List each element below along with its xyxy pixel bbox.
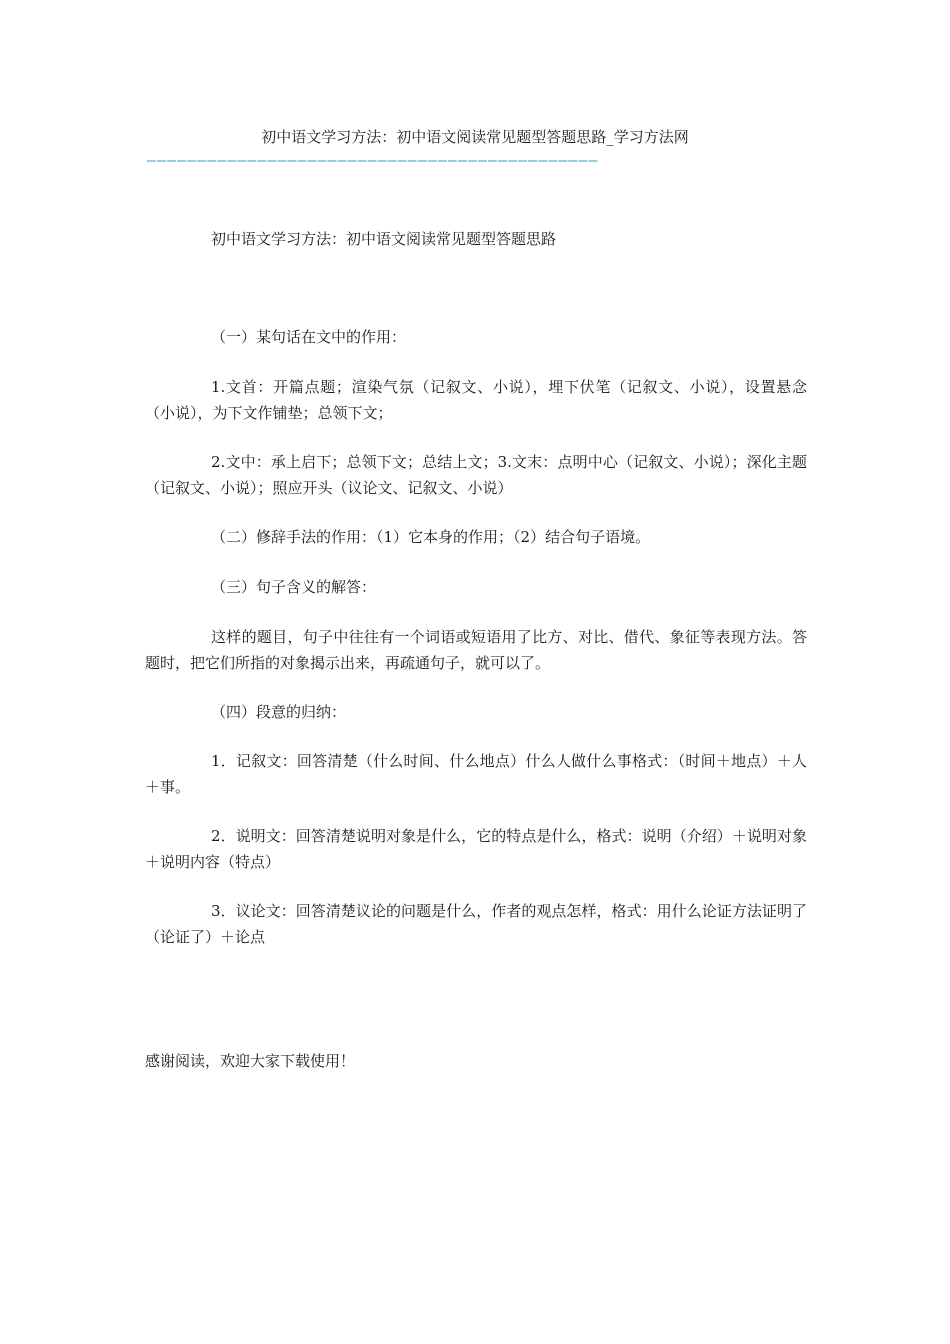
paragraph: （二）修辞手法的作用：（1）它本身的作用；（2）结合句子语境。	[211, 528, 651, 546]
paragraph: 3．议论文：回答清楚议论的问题是什么，作者的观点怎样，格式：用什么论证方法证明了（论证了）＋论点	[145, 902, 807, 946]
paragraph: （四）段意的归纳：	[211, 703, 347, 721]
paragraph: 这样的题目，句子中往往有一个词语或短语用了比方、对比、借代、象征等表现方法。答题时，把它们所指的对象揭示出来，再疏通句子，就可以了。	[145, 628, 807, 672]
document-header-title: 初中语文学习方法：初中语文阅读常见题型答题思路_学习方法网	[261, 128, 689, 146]
paragraph: 1．记叙文：回答清楚（什么时间、什么地点）什么人做什么事格式：（时间＋地点）＋人＋事。	[145, 752, 807, 796]
paragraph: 2.文中：承上启下；总领下文；总结上文；3.文末：点明中心（记叙文、小说）；深化主题（记叙文、小说）；照应开头（议论文、记叙文、小说）	[145, 453, 807, 497]
paragraph: （三）句子含义的解答：	[211, 578, 377, 596]
paragraph: 2．说明文：回答清楚说明对象是什么，它的特点是什么，格式：说明（介绍）＋说明对象＋说明内容（特点）	[145, 827, 807, 871]
paragraph: （一）某句话在文中的作用：	[211, 328, 407, 346]
header-divider: —————————————————————————————————————————————	[147, 151, 599, 169]
article-title: 初中语文学习方法：初中语文阅读常见题型答题思路	[211, 230, 557, 248]
paragraph: 1.文首：开篇点题；渲染气氛（记叙文、小说），埋下伏笔（记叙文、小说），设置悬念（小说），为下文作铺垫；总领下文；	[145, 378, 807, 422]
closing-text: 感谢阅读，欢迎大家下载使用！	[145, 1052, 356, 1070]
